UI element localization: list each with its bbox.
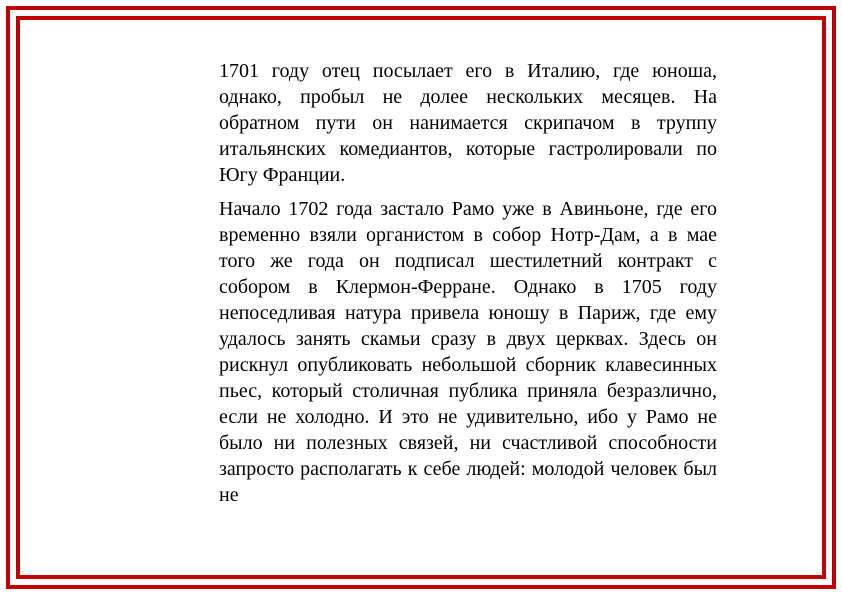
paragraph-1: 1701 году отец посылает его в Италию, где юноша, однако, пробыл не долее нескольких месяцев. На обратном пути он нанимается скрипачом в труппу итальянских комедиантов, которые гастролировали по Югу Франции. <box>219 60 717 186</box>
body-text <box>219 58 717 516</box>
paragraph-2: Начало 1702 года застало Рамо уже в Авиньоне, где его временно взяли органистом в собор Нотр-Дам, а в мае того же года он подписал шестилетний контракт с собором в Клермон-Ферране. Однако в 1705 году непоседливая натура привела юношу в Париж, где ему удалось занять скамьи сразу в двух церквах. Здесь он рискнул опубликовать небольшой сборник клавесинных пьес, который столичная публика приняла безразлично, если не холодно. И это не удивительно, ибо у Рамо не было ни полезных связей, ни счастливой способности запросто располагать к себе людей: молодой человек был не <box>219 198 717 506</box>
